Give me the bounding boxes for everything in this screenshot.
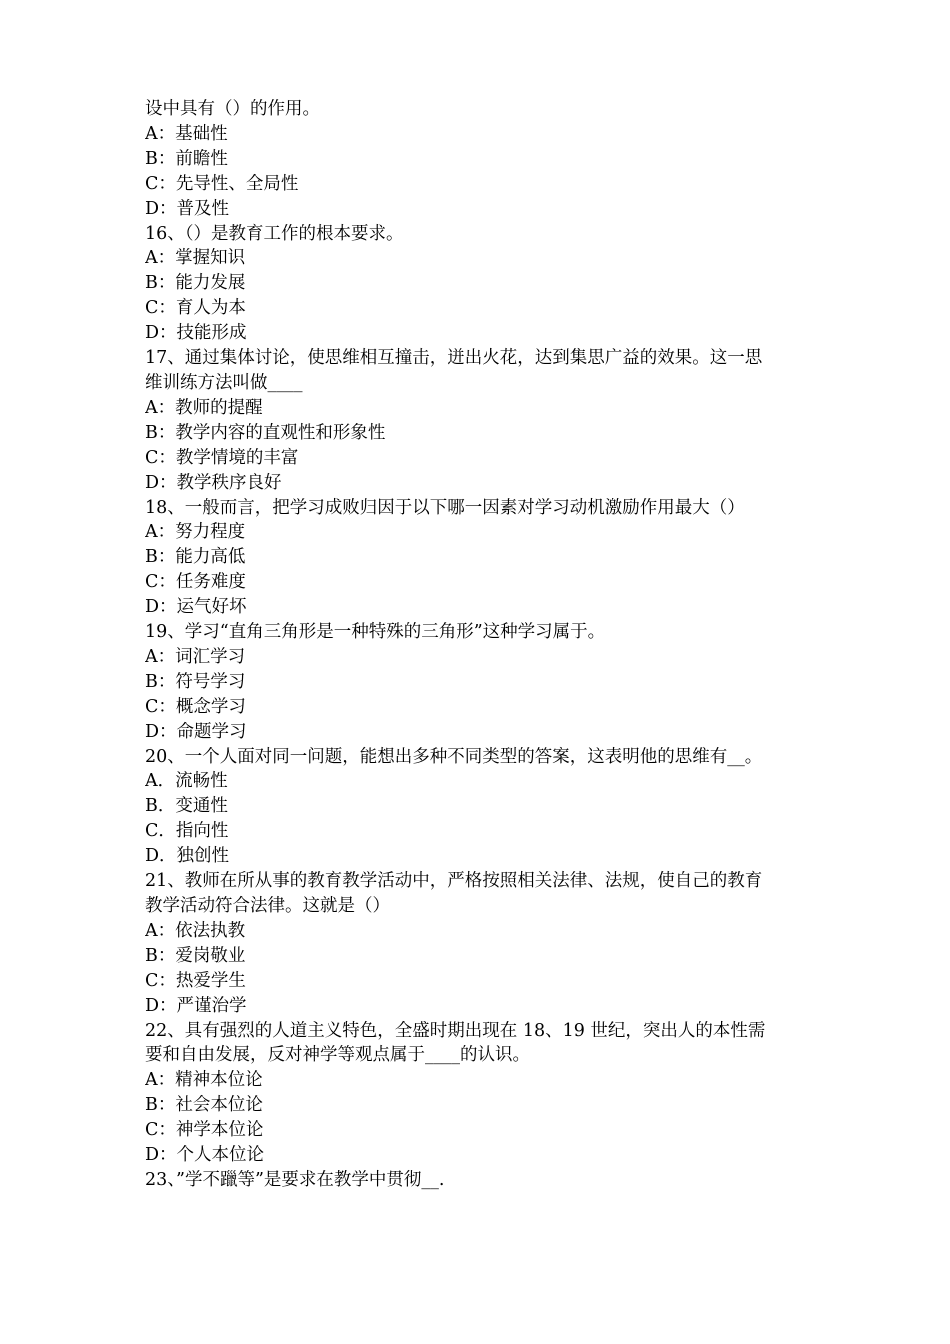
option-b: B：能力发展 [145,273,246,294]
option-c: C：先导性、全局性 [145,173,299,194]
option-d: D：教学秩序良好 [145,472,282,493]
option-c: C：教学情境的丰富 [145,447,299,468]
option-d: D：技能形成 [145,323,247,344]
option-a: A：依法执教 [145,920,246,941]
question-18: 18、一般而言，把学习成败归因于以下哪一因素对学习动机激励作用最大（） [145,497,745,518]
option-b: B．变通性 [145,796,228,817]
option-d: D：严谨治学 [145,995,247,1016]
question-23: 23、”学不躐等”是要求在教学中贯彻__. [145,1169,445,1190]
option-a: A：教师的提醒 [145,397,263,418]
option-c: C：任务难度 [145,572,246,593]
question-22-cont: 要和自由发展，反对神学等观点属于____的认识。 [145,1045,530,1066]
option-c: C：概念学习 [145,696,246,717]
option-a: A．流畅性 [145,771,228,792]
option-d: D．独创性 [145,846,230,867]
question-17-cont: 维训练方法叫做____ [145,372,303,393]
question-20: 20、一个人面对同一问题，能想出多种不同类型的答案，这表明他的思维有__。 [145,746,763,767]
option-b: B：符号学习 [145,671,246,692]
question-17: 17、通过集体讨论，使思维相互撞击，迸出火花，达到集思广益的效果。这一思 [145,348,763,369]
option-d: D：普及性 [145,198,230,219]
document-body [145,97,825,1193]
question-21-cont: 教学活动符合法律。这就是（） [145,896,390,916]
option-c: C．指向性 [145,821,229,842]
option-d: D：运气好坏 [145,597,247,618]
option-a: A：努力程度 [145,522,246,543]
option-b: B：爱岗敬业 [145,945,246,966]
question-19: 19、学习“直角三角形是一种特殊的三角形”这种学习属于。 [145,622,606,643]
option-a: A：词汇学习 [145,646,246,667]
option-d: D：个人本位论 [145,1145,265,1166]
option-b: B：教学内容的直观性和形象性 [145,422,386,443]
option-c: C：热爱学生 [145,970,246,991]
option-a: A：掌握知识 [145,248,246,269]
option-b: B：能力高低 [145,547,246,568]
option-a: A：精神本位论 [145,1070,263,1091]
question-21: 21、教师在所从事的教育教学活动中，严格按照相关法律、法规，使自己的教育 [145,871,763,892]
option-b: B：前瞻性 [145,148,228,169]
option-c: C：育人为本 [145,298,246,319]
option-c: C：神学本位论 [145,1120,264,1141]
option-a: A：基础性 [145,123,228,144]
question-22: 22、具有强烈的人道主义特色，全盛时期出现在 18、19 世纪，突出人的本性需 [145,1020,766,1041]
option-d: D：命题学习 [145,721,247,742]
option-b: B：社会本位论 [145,1095,263,1116]
question-16: 16、（）是教育工作的根本要求。 [145,223,404,244]
text-line: 设中具有（）的作用。 [145,99,320,119]
